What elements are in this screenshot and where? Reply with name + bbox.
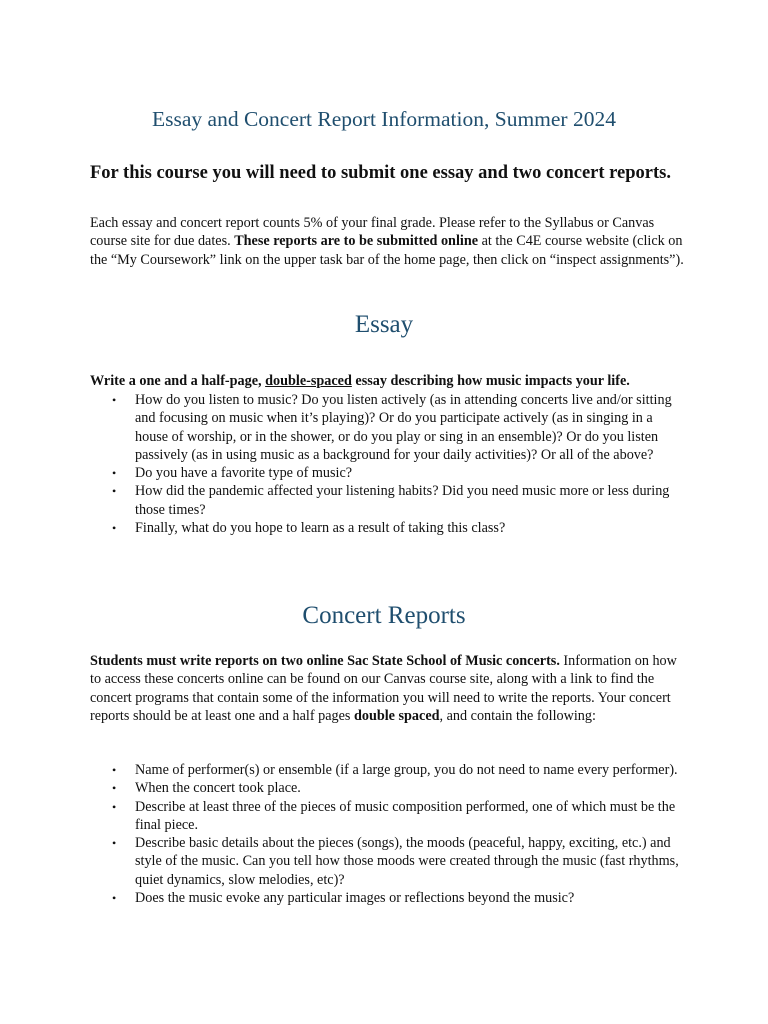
list-item-text: Describe at least three of the pieces of music composition performed, one of which must be the final piece. <box>135 798 676 833</box>
list-item-text: Name of performer(s) or ensemble (if a large group, you do not need to name every performer). <box>135 762 678 778</box>
bullet-icon: • <box>112 891 117 906</box>
essay-heading: Essay <box>354 311 414 338</box>
bullet-icon: • <box>112 781 117 796</box>
bullet-icon: • <box>112 763 117 777</box>
list-item-text: Describe basic details about the pieces (songs), the moods (peaceful, happy, exciting, etc.) and style of the music. Can you tell how those moods were created through the music (fast rhythms, quiet dynamics, slow melodies, etc)? <box>135 835 679 888</box>
bullet-icon: • <box>112 484 117 499</box>
concert-text-1: Information on how to access these concerts online can be found on our Canvas course site, along with a link to find the concert programs that contain some of the information you will need to write the reports. Your concert reports should be at least one and a half pages <box>90 653 677 724</box>
list-item <box>90 761 680 779</box>
page-title: Essay and Concert Report Information, Summer 2024 <box>152 107 616 131</box>
concert-bullet-list <box>90 761 680 907</box>
bullet-icon: • <box>112 799 117 814</box>
essay-prompt <box>90 372 690 390</box>
list-item <box>90 889 680 907</box>
concert-bold-text-1: Students must write reports on two online Sac State School of Music concerts. <box>90 653 560 669</box>
list-item <box>90 391 680 464</box>
essay-prompt-before: Write a one and a half-page, <box>90 373 266 389</box>
list-item-text: When the concert took place. <box>135 780 301 797</box>
concert-text-2: , and contain the following: <box>439 707 596 724</box>
essay-prompt-underlined: double-spaced <box>265 373 352 389</box>
list-item <box>90 779 680 797</box>
bullet-icon: • <box>112 521 117 536</box>
list-item <box>90 482 680 519</box>
list-item-text: How do you listen to music? Do you listen actively (as in attending concerts live and/or sitting and focusing on music when it’s playing)? Or do you participate actively (as in singing in a house of worship, or in the shower, or do you play or sing in an ensemble)? Or do you listen passively (as in using music as a background for your daily activities)? Or all of the above? <box>135 392 672 463</box>
list-item <box>90 519 680 537</box>
bullet-icon: • <box>112 836 117 851</box>
concert-reports-heading: Concert Reports <box>302 602 466 629</box>
intro-paragraph <box>90 214 690 269</box>
intro-bold-text: These reports are to be submitted online <box>234 233 479 250</box>
list-item <box>90 834 680 889</box>
intro-text-1: Each essay and concert report counts 5% of your final grade. Please refer to the Syllabus or Canvas course site for due dates. <box>90 215 655 250</box>
concert-paragraph <box>90 652 690 725</box>
list-item <box>90 464 680 482</box>
intro-text-2: at the C4E course website (click on the “My Coursework” link on the upper task bar of the home page, then click on “inspect assignments”). <box>90 233 684 268</box>
list-item-text: Do you have a favorite type of music? <box>135 465 353 482</box>
list-item-text: Does the music evoke any particular images or reflections beyond the music? <box>135 890 575 907</box>
concert-bold-text-2: double spaced <box>353 707 440 724</box>
bullet-icon: • <box>112 393 117 407</box>
list-item <box>90 798 680 835</box>
intro-heading: For this course you will need to submit one essay and two concert reports. <box>90 163 672 183</box>
bullet-icon: • <box>112 466 117 481</box>
list-item-text: Finally, what do you hope to learn as a result of taking this class? <box>135 520 506 537</box>
essay-prompt-after: essay describing how music impacts your life. <box>351 373 630 389</box>
list-item-text: How did the pandemic affected your listening habits? Did you need music more or less during those times? <box>135 483 670 518</box>
essay-bullet-list <box>90 391 680 537</box>
